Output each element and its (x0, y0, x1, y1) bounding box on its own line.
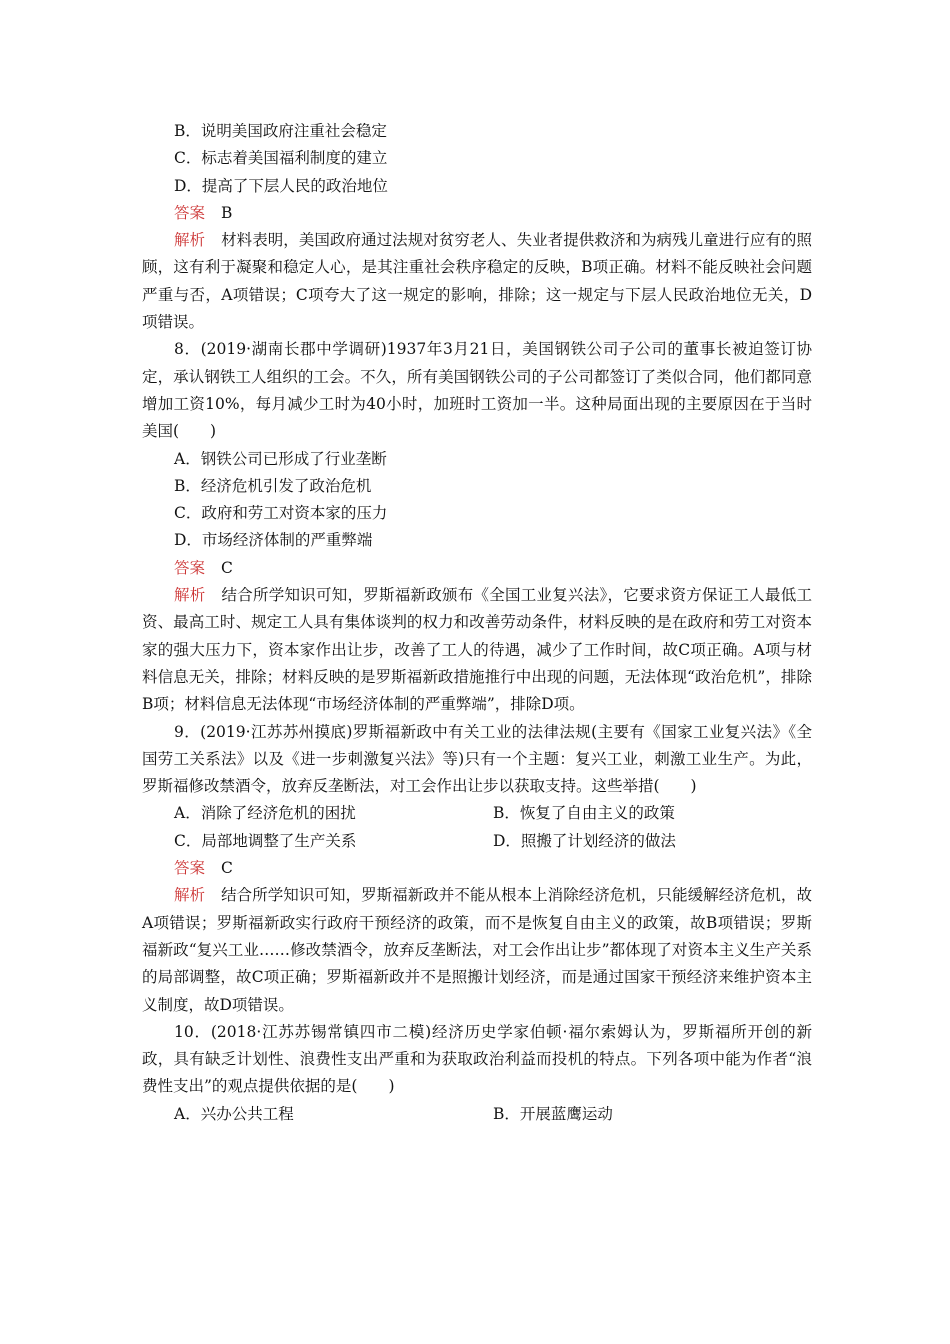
q9-answer (142, 855, 812, 882)
q9-options-row-2 (142, 828, 812, 855)
q8-option-a: A．钢铁公司已形成了行业垄断 (174, 449, 387, 468)
q9-option-c: C．局部地调整了生产关系 (174, 831, 357, 850)
analysis-label: 解析 (174, 231, 206, 250)
analysis-text: 结合所学知识可知，罗斯福新政颁布《全国工业复兴法》，它要求资方保证工人最低工资、最高工时、规定工人具有集体谈判的权力和改善劳动条件，材料反映的是在政府和劳工对资本家的强大压力下，资本家作出让步，改善了工人的待遇，减少了工作时间，故C项正确。A项与材料信息无关，排除；材料反映的是罗斯福新政措施推行中出现的问题，无法体现“政治危机”，排除B项；材料信息无法体现“市场经济体制的严重弊端”，排除D项。 (142, 586, 812, 714)
q10-options-row-1 (142, 1101, 812, 1128)
q7-option-c: C．标志着美国福利制度的建立 (174, 149, 388, 168)
analysis-text: 结合所学知识可知，罗斯福新政并不能从根本上消除经济危机，只能缓解经济危机，故A项错误；罗斯福新政实行政府干预经济的政策，而不是恢复自由主义的政策，故B项错误；罗斯福新政“复兴工业……修改禁酒令，放弃反垄断法，对工会作出让步”都体现了对资本主义生产关系的局部调整，故C项正确；罗斯福新政并不是照搬计划经济，而是通过国家干预经济来维护资本主义制度，故D项错误。 (142, 886, 812, 1014)
q8-analysis (142, 582, 812, 718)
answer-value: C (221, 558, 233, 577)
analysis-text: 材料表明，美国政府通过法规对贫穷老人、失业者提供救济和为病残儿童进行应有的照顾，这有利于凝聚和稳定人心，是其注重社会秩序稳定的反映，B项正确。材料不能反映社会问题严重与否，A项错误；C项夸大了这一规定的影响，排除；这一规定与下层人民政治地位无关，D项错误。 (142, 231, 812, 332)
q10-option-b: B．开展蓝鹰运动 (493, 1104, 613, 1123)
q7-option-d: D．提高了下层人民的政治地位 (174, 176, 388, 195)
document-page (142, 118, 812, 1128)
answer-label: 答案 (174, 558, 206, 577)
q9-stem: 9．(2019·江苏苏州摸底)罗斯福新政中有关工业的法律法规(主要有《国家工业复兴法》《全国劳工关系法》以及《进一步刺激复兴法》等)只有一个主题：复兴工业，刺激工业生产。为此，罗斯福修改禁酒令，放弃反垄断法，对工会作出让步以获取支持。这些举措( ) (142, 722, 812, 796)
q9-analysis (142, 882, 812, 1018)
q10-option-a: A．兴办公共工程 (174, 1104, 294, 1123)
q8-option-b: B．经济危机引发了政治危机 (174, 476, 372, 495)
q9-options-row-1 (142, 800, 812, 827)
analysis-label: 解析 (174, 886, 206, 905)
analysis-label: 解析 (174, 586, 206, 605)
q8-answer (142, 555, 812, 582)
q9-option-a: A．消除了经济危机的困扰 (174, 804, 356, 823)
q9-option-b: B．恢复了自由主义的政策 (493, 804, 675, 823)
q7-answer (142, 200, 812, 227)
q10-stem: 10．(2018·江苏苏锡常镇四市二模)经济历史学家伯顿·福尔索姆认为，罗斯福所开创的新政，具有缺乏计划性、浪费性支出严重和为获取政治利益而投机的特点。下列各项中能为作者“浪费性支出”的观点提供依据的是( ) (142, 1022, 812, 1096)
answer-value: B (221, 203, 233, 222)
answer-value: C (221, 859, 233, 878)
q7-analysis (142, 227, 812, 336)
q9-option-d: D．照搬了计划经济的做法 (493, 831, 676, 850)
q8-option-d: D．市场经济体制的严重弊端 (174, 531, 373, 550)
q8-option-c: C．政府和劳工对资本家的压力 (174, 504, 388, 523)
answer-label: 答案 (174, 203, 206, 222)
q8-stem: 8．(2019·湖南长郡中学调研)1937年3月21日，美国钢铁公司子公司的董事长被迫签订协定，承认钢铁工人组织的工会。不久，所有美国钢铁公司的子公司都签订了类似合同，他们都同意增加工资10%，每月减少工时为40小时，加班时工资加一半。这种局面出现的主要原因在于当时美国( ) (142, 340, 812, 441)
answer-label: 答案 (174, 859, 206, 878)
q7-option-b: B．说明美国政府注重社会稳定 (174, 122, 387, 140)
